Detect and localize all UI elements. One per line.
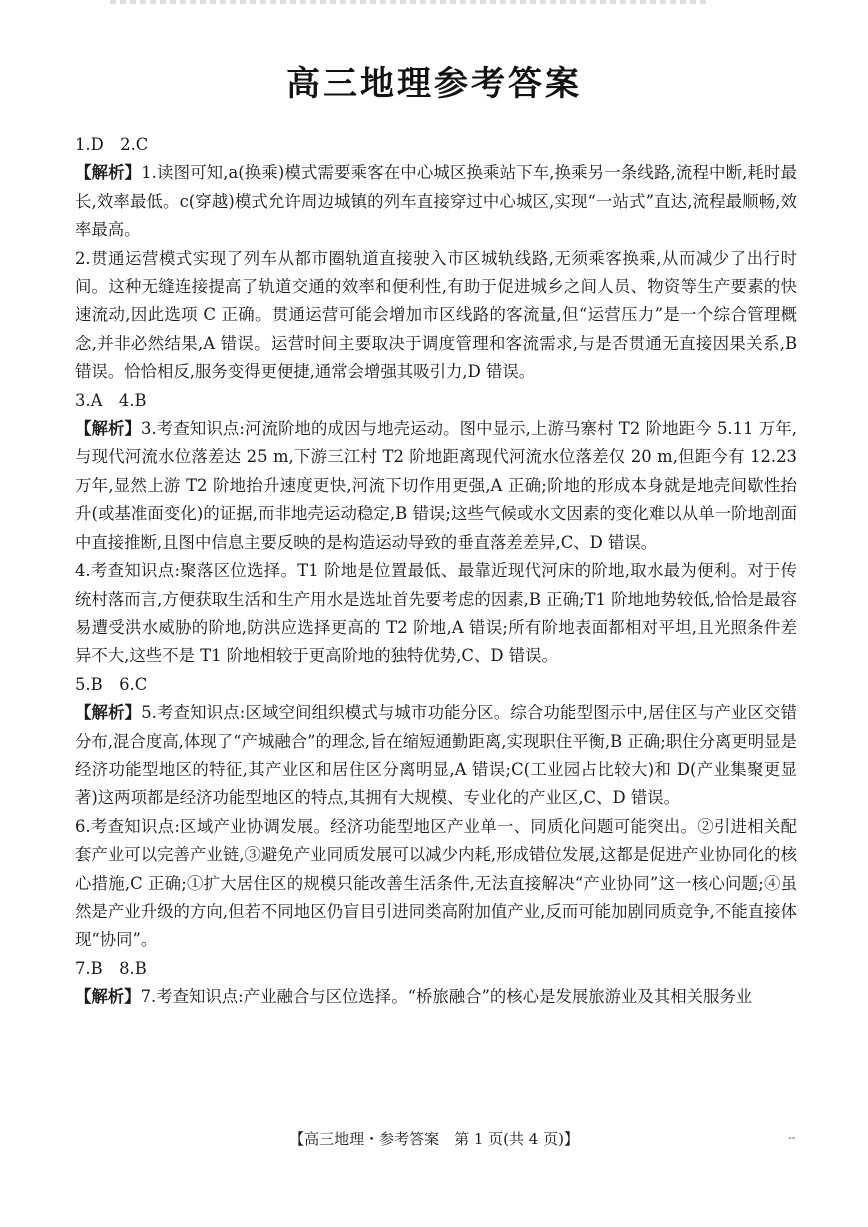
answer-line — [75, 671, 797, 699]
answer-numbers: 1.D 2.C — [75, 135, 149, 154]
analysis-text: 5.考查知识点:区域空间组织模式与城市功能分区。综合功能型图示中,居住区与产业区交错分布,混合度高,体现了“产城融合”的理念,旨在缩短通勤距离,实现职住平衡,B 正确;职住分离更明显是经济功能型地区的特征,其产业区和居住区分离明显,A 错误;C(工业园占比较大)和 D(产业集聚更显著)这两项都是经济功能型地区的特点,其拥有大规模、专业化的产业区,C、D 错误。 — [75, 703, 797, 808]
analysis-paragraph — [75, 813, 797, 955]
analysis-paragraph — [75, 983, 797, 1011]
analysis-paragraph — [75, 557, 797, 671]
answer-line — [75, 387, 797, 415]
answer-numbers: 7.B 8.B — [75, 958, 147, 978]
analysis-paragraph — [75, 699, 797, 813]
analysis-text: 6.考查知识点:区域产业协调发展。经济功能型地区产业单一、同质化问题可能突出。②引进相关配套产业可以完善产业链,③避免产业同质发展可以减少内耗,形成错位发展,这都是促进产业协同化的核心措施,C 正确;①扩大居住区的规模只能改善生活条件,无法直接解决“产业协同”这一核心问题;④虽然是产业升级的方向,但若不同地区仍盲目引进同类高附加值产业,反而可能加剧同质竞争,不能直接体现“协同”。 — [75, 816, 797, 950]
answer-numbers: 5.B 6.C — [75, 674, 148, 694]
analysis-text: 1.读图可知,a(换乘)模式需要乘客在中心城区换乘站下车,换乘另一条线路,流程中断,耗时最长,效率最低。c(穿越)模式允许周边城镇的列车直接穿过中心城区,实现“一站式”直达,流程最顺畅,效率最高。 — [75, 163, 797, 240]
jiexi-tag: 【解析】 — [75, 987, 141, 1007]
page-title: 高三地理参考答案 — [286, 64, 582, 104]
answer-numbers: 3.A 4.B — [75, 390, 147, 410]
jiexi-tag: 【解析】 — [75, 163, 142, 183]
top-scan-strip — [110, 0, 710, 4]
corner-mark: -- — [788, 1131, 796, 1144]
analysis-paragraph — [75, 415, 797, 557]
answer-content — [75, 131, 797, 1012]
analysis-text: 2.贯通运营模式实现了列车从都市圈轨道直接驶入市区城轨线路,无须乘客换乘,从而减少了出行时间。这种无缝连接提高了轨道交通的效率和便利性,有助于促进城乡之间人员、物资等生产要素的快速流动,因此选项 C 正确。贯通运营可能会增加市区线路的客流量,但“运营压力”是一个综合管理概念,并非必然结果,A 错误。运营时间主要取决于调度管理和客流需求,与是否贯通无直接因果关系,B 错误。恰恰相反,服务变得更便捷,通常会增强其吸引力,D 错误。 — [75, 248, 797, 382]
answer-line — [75, 955, 797, 983]
answer-line — [75, 131, 797, 159]
analysis-paragraph — [75, 159, 797, 244]
page-footer: 【高三地理・参考答案 第 1 页(共 4 页)】 — [289, 1130, 579, 1148]
analysis-text: 3.考查知识点:河流阶地的成因与地壳运动。图中显示,上游马寨村 T2 阶地距今 5.11 万年,与现代河流水位落差达 25 m,下游三江村 T2 阶地距离现代河流水位落差仅 20 m,但距今有 12.23 万年,显然上游 T2 阶地抬升速度更快,河流下切作用更强,A 正确;阶地的形成本身就是地壳间歇性抬升(或基准面变化)的证据,而非地壳运动稳定,B 错误;这些气候或水文因素的变化难以从单一阶地剖面中直接推断,且图中信息主要反映的是构造运动导致的垂直落差差异,C、D 错误。 — [75, 419, 797, 552]
analysis-text: 4.考查知识点:聚落区位选择。T1 阶地是位置最低、最靠近现代河床的阶地,取水最为便利。对于传统村落而言,方便获取生活和生产用水是选址首先要考虑的因素,B 正确;T1 阶地地势较低,恰恰是最容易遭受洪水威胁的阶地,防洪应选择更高的 T2 阶地,A 错误;所有阶地表面都相对平坦,且光照条件差异不大,这些不是 T1 阶地相较于更高阶地的独特优势,C、D 错误。 — [75, 561, 797, 666]
analysis-paragraph — [75, 245, 797, 387]
analysis-text: 7.考查知识点:产业融合与区位选择。“桥旅融合”的核心是发展旅游业及其相关服务业 — [140, 987, 753, 1007]
jiexi-tag: 【解析】 — [75, 419, 142, 439]
jiexi-tag: 【解析】 — [75, 703, 142, 723]
